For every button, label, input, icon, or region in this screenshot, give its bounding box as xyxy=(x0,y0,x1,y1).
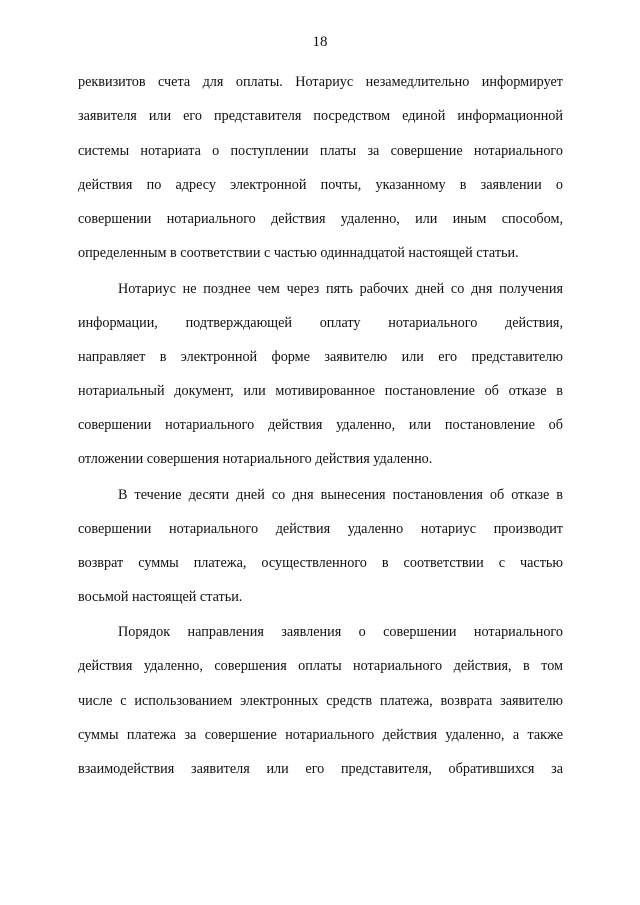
paragraph-4-line-3: числе с использованием электронных средств платежа, возврата заявителю xyxy=(78,693,563,709)
paragraph-3-line-4: восьмой настоящей статьи. xyxy=(78,589,243,605)
paragraph-1-line-5: совершении нотариального действия удаленно, или иным способом, xyxy=(78,211,563,227)
paragraph-1-line-6: определенным в соответствии с частью одиннадцатой настоящей статьи. xyxy=(78,245,519,261)
paragraph-3-line-3: возврат суммы платежа, осуществленного в соответствии с частью xyxy=(78,555,563,571)
paragraph-2-line-2: информации, подтверждающей оплату нотариального действия, xyxy=(78,315,563,331)
paragraph-1-line-4: действия по адресу электронной почты, указанному в заявлении о xyxy=(78,177,563,193)
paragraph-4-line-2: действия удаленно, совершения оплаты нотариального действия, в том xyxy=(78,658,563,674)
paragraph-2-line-6: отложении совершения нотариального действия удаленно. xyxy=(78,451,433,467)
paragraph-4-line-1: Порядок направления заявления о совершении нотариального xyxy=(118,624,563,640)
page-number: 18 xyxy=(312,34,328,50)
paragraph-1-line-3: системы нотариата о поступлении платы за совершение нотариального xyxy=(78,143,563,159)
paragraph-2-line-1: Нотариус не позднее чем через пять рабочих дней со дня получения xyxy=(118,281,563,297)
paragraph-2-line-3: направляет в электронной форме заявителю или его представителю xyxy=(78,349,563,365)
paragraph-2-line-4: нотариальный документ, или мотивированное постановление об отказе в xyxy=(78,383,563,399)
paragraph-1-line-2: заявителя или его представителя посредством единой информационной xyxy=(78,108,563,124)
paragraph-1-line-1: реквизитов счета для оплаты. Нотариус незамедлительно информирует xyxy=(78,74,563,90)
paragraph-2-line-5: совершении нотариального действия удаленно, или постановление об xyxy=(78,417,563,433)
paragraph-3-line-2: совершении нотариального действия удаленно нотариус производит xyxy=(78,521,563,537)
paragraph-3-line-1: В течение десяти дней со дня вынесения постановления об отказе в xyxy=(118,487,563,503)
paragraph-4-line-4: суммы платежа за совершение нотариального действия удаленно, а также xyxy=(78,727,563,743)
paragraph-4-line-5: взаимодействия заявителя или его представителя, обратившихся за xyxy=(78,761,563,777)
